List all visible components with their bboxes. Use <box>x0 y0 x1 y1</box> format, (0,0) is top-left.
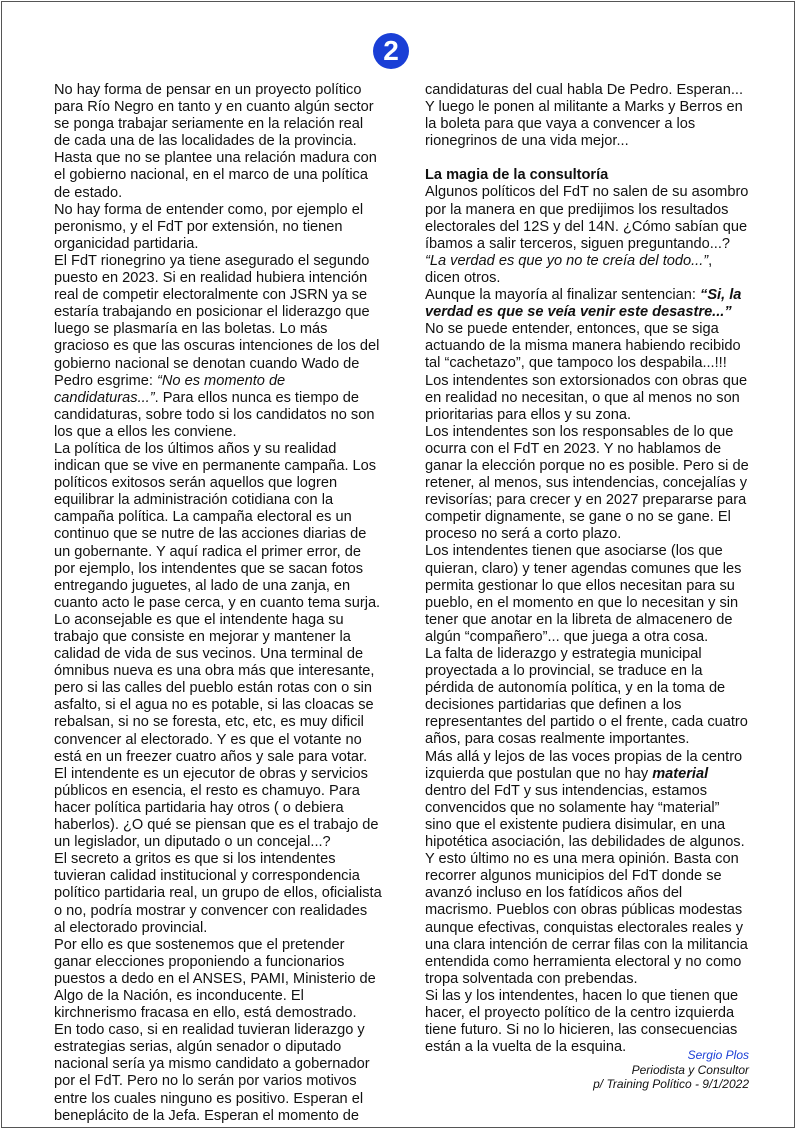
emphasis: material <box>652 765 709 782</box>
paragraph: Los intendentes son extorsionados con obras que en realidad no necesitan, o que al menos no son prioritarias para ellos y su zona. <box>425 372 748 423</box>
paragraph <box>425 749 750 852</box>
paragraph: Si las y los intendentes, hacen lo que tienen que hacer, el proyecto político de la centro izquierda tiene futuro. Si no lo hicieren, las consecuencias están a la vuelta de la esquina. <box>425 987 739 1056</box>
author-name: Sergio Plos <box>687 1048 749 1062</box>
paragraph: Y esto último no es una mera opinión. Basta con recorrer algunos municipios del FdT donde se avanzó incluso en los fatídicos años del macrismo. Pueblos con obras públicas modestas aunque efectivas, conquistas electorales reales y una clara intención de cerrar filas con la militancia entendida como herramienta electoral y no como tropa solventada con prebendas. <box>425 851 748 987</box>
left-column <box>54 82 382 1125</box>
author-role: Periodista y Consultor <box>631 1062 749 1077</box>
paragraph-text: Aunque la mayoría al finalizar sentencian: <box>425 287 701 304</box>
paragraph-text: . Para ellos nunca es tiempo de candidaturas, sobre todo si los candidatos no son los que a ellos les conviene. <box>54 389 375 440</box>
paragraph: No hay forma de entender como, por ejemplo el peronismo, y el FdT por extensión, no tienen organicidad partidaria. <box>54 201 364 252</box>
quote: “No es momento de candidaturas...” <box>54 372 286 406</box>
paragraph: candidaturas del cual habla De Pedro. Esperan... Y luego le ponen al militante a Marks y Berros en la boleta para que vaya a convencer a los rionegrinos de una vida mejor... <box>425 82 744 150</box>
paragraph: En todo caso, si en realidad tuvieran liderazgo y estrategias serias, algún senador o diputado nacional sería ya mismo candidato a gobernador por el FdT. Pero no lo serán por varios motivos entre los cuales ninguno es positivo. Esperan el beneplácito de la Jefa. Esperan el momento de <box>54 1022 370 1124</box>
paragraph-text: Algunos políticos del FdT no salen de su asombro por la manera en que predijimos los resultados electorales del 12S y del 14N. ¿Cómo sabían que íbamos a salir terceros, siguen preguntando...? <box>425 184 749 252</box>
paragraph <box>54 253 382 441</box>
paragraph-text: El FdT rionegrino ya tiene asegurado el segundo puesto en 2023. Si en realidad hubiera intención real de competir electoralmente con JSRN ya se estaría trabajando en posicionar el liderazgo que luego se plasmaría en las boletas. Lo más gracioso es que las oscuras intenciones de los del gobierno nacional se denotan cuando Wado de Pedro esgrime: <box>54 252 380 389</box>
quote: “La verdad es que yo no te creía del todo...” <box>425 252 709 269</box>
paragraph: Los intendentes tienen que asociarse (los que quieran, claro) y tener agendas comunes que les permita gestionar lo que ellos necesitan para su pueblo, en el momento en que lo necesitan y sin tener que anotar en la libreta de almacenero de algún “compañero”... que juega a otra cosa. <box>425 543 742 645</box>
page-number-badge: 2 <box>373 33 409 69</box>
paragraph <box>425 184 750 287</box>
paragraph: La política de los últimos años y su realidad indican que se vive en permanente campaña. Los políticos exitosos serán aquellos que logren equilibrar la administración cotidiana con la campaña política. La campaña electoral es un continuo que se nutre de las acciones diarias de un gobernante. Y aquí radica el primer error, de por ejemplo, los intendentes que se sacan fotos entregando juguetes, al lado de una zanja, en cuanto acto le pase cerca, y en cuanto tema surja. Lo aconsejable es que el intendente haga su trabajo que consiste en mejorar y mantener la calidad de vida de sus vecinos. Una terminal de ómnibus nueva es una obra más que interesante, pero si las calles del pueblo están rotas con o sin asfalto, si el agua no es potable, si las cloacas se rebalsan, si no se foresta, etc, etc, es muy dificil convencer al electorado. Y es que el votante no está en un freezer cuatro años y sale para votar. <box>54 440 381 765</box>
paragraph: No se puede entender, entonces, que se siga actuando de la misma manera habiendo recibido tal “cachetazo”, que tampoco los despabila...!!! <box>425 321 741 372</box>
paragraph <box>425 287 750 321</box>
right-column <box>425 82 750 1056</box>
paragraph-text: Más allá y lejos de las voces propias de la centro izquierda que postulan que no hay <box>425 748 743 782</box>
author-source-date: p/ Training Político - 9/1/2022 <box>593 1077 749 1091</box>
paragraph: No hay forma de pensar en un proyecto político para Río Negro en tanto y en cuanto algún sector se ponga trabajar seriamente en la relación real de cada una de las localidades de la provincia. Hasta que no se plantee una relación madura con el gobierno nacional, en el marco de una política de estado. <box>54 82 377 201</box>
signature-block <box>593 1048 749 1092</box>
paragraph: El secreto a gritos es que si los intendentes tuvieran calidad institucional y correspondencia político partidaria real, un grupo de ellos, oficialista o no, podría mostrar y convencer con realidades al electorado provincial. <box>54 851 382 936</box>
paragraph: La falta de liderazgo y estrategia municipal proyectada a lo provincial, se traduce en la pérdida de autonomía política, y en la toma de decisiones partidarias que definen a los representantes del partido o el frente, cada cuatro años, para cosas realmente importantes. <box>425 646 748 748</box>
paragraph: Por ello es que sostenemos que el pretender ganar elecciones proponiendo a funcionarios puestos a dedo en el ANSES, PAMI, Ministerio de Algo de la Nación, es inconducente. El kirchnerismo fracasa en ello, está demostrado. <box>54 936 376 1022</box>
paragraph: Los intendentes son los responsables de lo que ocurra con el FdT en 2023. Y no hablamos de ganar la elección porque no es posible. Pero si de retener, al menos, sus intendencias, concejalías y revisorías; para crecer y en 2027 prepararse para competir dignamente, se gane o no se gane. El proceso no será a corto plazo. <box>425 423 749 543</box>
paragraph-text: dentro del FdT y sus intendencias, estamos convencidos que no solamente hay “material” sino que el existente pudiera disimular, en una hipotética asociación, las debilidades de algunos. <box>425 782 745 851</box>
section-heading: La magia de la consultoría <box>425 167 609 184</box>
paragraph-text: , dicen otros. <box>425 252 713 286</box>
bold-quote: “Si, la verdad es que se veía venir este desastre...” <box>425 287 742 321</box>
paragraph: El intendente es un ejecutor de obras y servicios públicos en esencia, el resto es chamuyo. Para hacer política partidaria hay otros ( o debiera haberlos). ¿O qué se piensan que es el trabajo de un legislador, un diputado o un concejal...? <box>54 765 379 851</box>
